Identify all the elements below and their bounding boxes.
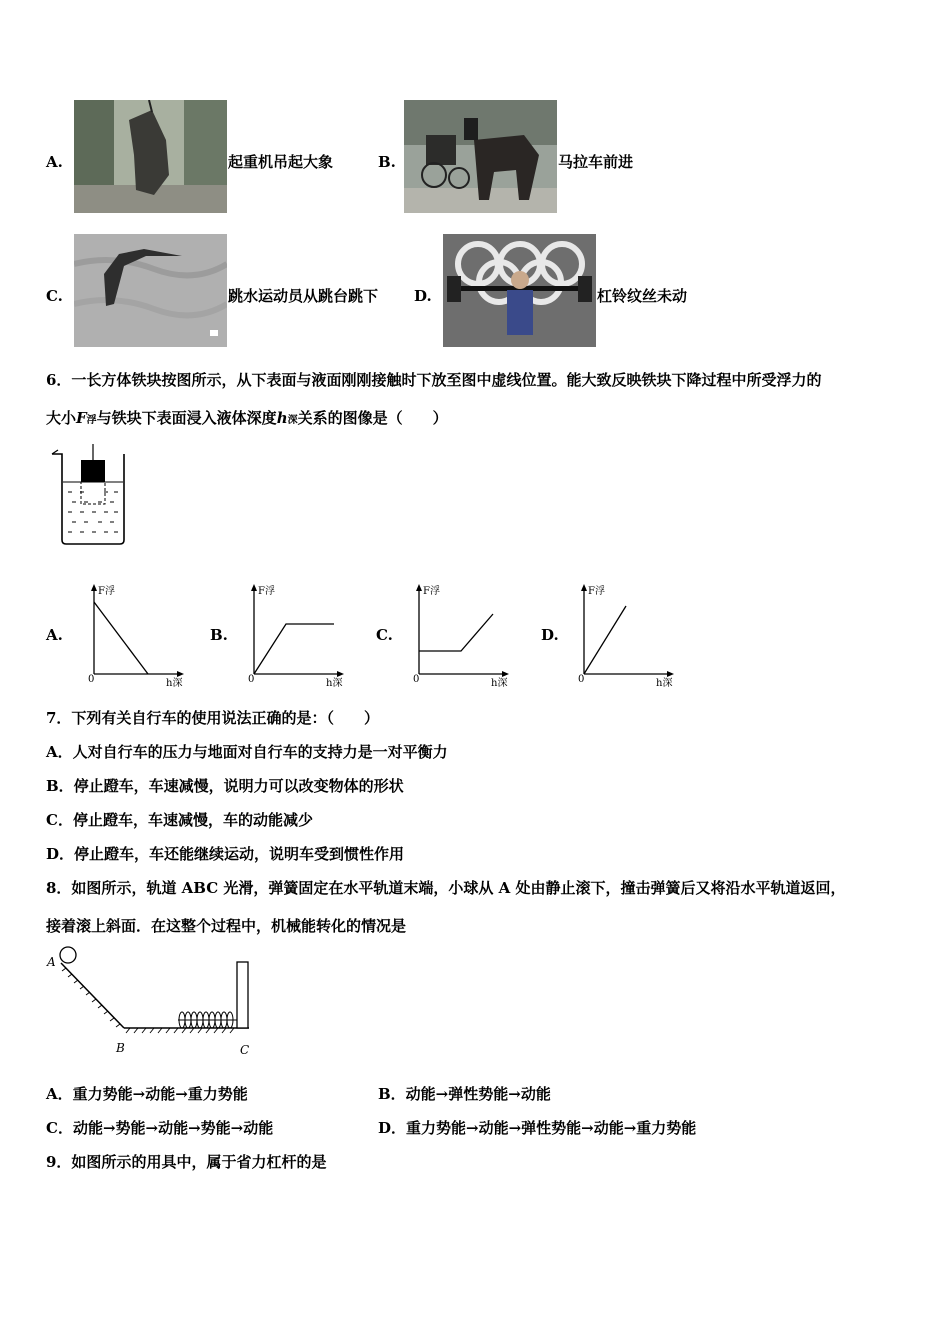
graph-d (574, 582, 674, 690)
q7-option-c: C．停止蹬车，车速减慢，车的动能减少 (46, 811, 313, 829)
label-c: C (240, 1043, 250, 1057)
graph-a-origin: 0 (88, 674, 95, 685)
q5-option-d-text: 杠铃纹丝未动 (597, 287, 688, 305)
h-subscript: 深 (287, 415, 298, 426)
q7-option-b: B．停止蹬车，车速减慢，说明力可以改变物体的形状 (46, 777, 404, 795)
graph-b-origin: 0 (248, 674, 255, 685)
q6-stem-line1: 6．一长方体铁块按图所示，从下表面与液面刚刚接触时下放至图中虚线位置。能大致反映铁块下降过程中所受浮力的 (46, 371, 822, 389)
q5-option-d-letter: D. (414, 287, 432, 305)
q6-stem-line2 (46, 408, 448, 431)
q5-option-a-letter: A. (46, 153, 63, 171)
q8-stem-line2: 接着滚上斜面．在这整个过程中，机械能转化的情况是 (46, 917, 407, 935)
q6-option-a-letter: A. (46, 626, 63, 644)
graph-a (84, 582, 184, 690)
graph-b (244, 582, 344, 690)
weightlifter-photo (443, 234, 596, 347)
q8-stem-line1: 8．如图所示，轨道 ABC 光滑，弹簧固定在水平轨道末端，小球从 A 处由静止滚下，撞击弹簧后又将沿水平轨道返回， (46, 879, 846, 897)
q5-option-c-text: 跳水运动员从跳台跳下 (228, 287, 379, 305)
graph-a-y-label: F浮 (98, 586, 115, 597)
graph-b-x-label: h深 (326, 678, 343, 689)
q8-option-b: B．动能→弹性势能→动能 (378, 1085, 551, 1103)
graph-d-origin: 0 (578, 674, 585, 685)
q5-option-b-letter: B. (378, 153, 396, 171)
q6-line2-mid: 与铁块下表面浸入液体深度 (96, 409, 277, 427)
q9-stem: 9．如图所示的用具中，属于省力杠杆的是 (46, 1153, 327, 1171)
q7-stem: 7．下列有关自行车的使用说法正确的是：（ ） (46, 709, 379, 727)
track-diagram (44, 944, 264, 1060)
graph-c-x-label: h深 (491, 678, 508, 689)
graph-c-origin: 0 (413, 674, 420, 685)
graph-a-x-label: h深 (166, 678, 183, 689)
q6-line2-post: 关系的图像是（ ） (297, 409, 448, 427)
q6-line2-pre: 大小 (46, 409, 77, 427)
graph-d-x-label: h深 (656, 678, 673, 689)
q7-option-a: A．人对自行车的压力与地面对自行车的支持力是一对平衡力 (46, 743, 448, 761)
f-symbol: F (76, 409, 87, 427)
q5-option-c-letter: C. (46, 287, 63, 305)
h-symbol: h (276, 409, 288, 427)
graph-c (409, 582, 509, 690)
q8-option-c: C．动能→势能→动能→势能→动能 (46, 1119, 274, 1137)
label-a: A (47, 955, 56, 969)
f-subscript: 浮 (86, 415, 97, 426)
q5-option-b-text: 马拉车前进 (558, 153, 634, 171)
q5-option-a-text: 起重机吊起大象 (228, 153, 334, 171)
beaker-diagram (48, 442, 130, 548)
horse-carriage-photo (404, 100, 557, 213)
q8-option-d: D．重力势能→动能→弹性势能→动能→重力势能 (378, 1119, 697, 1137)
q6-option-d-letter: D. (541, 626, 559, 644)
graph-c-y-label: F浮 (423, 586, 440, 597)
q7-option-d: D．停止蹬车，车还能继续运动，说明车受到惯性作用 (46, 845, 405, 863)
q6-option-c-letter: C. (376, 626, 393, 644)
q8-option-a: A．重力势能→动能→重力势能 (46, 1085, 248, 1103)
graph-d-y-label: F浮 (588, 586, 605, 597)
crane-elephant-photo (74, 100, 227, 213)
diver-photo (74, 234, 227, 347)
q6-option-b-letter: B. (210, 626, 228, 644)
graph-b-y-label: F浮 (258, 586, 275, 597)
label-b: B (116, 1041, 125, 1055)
